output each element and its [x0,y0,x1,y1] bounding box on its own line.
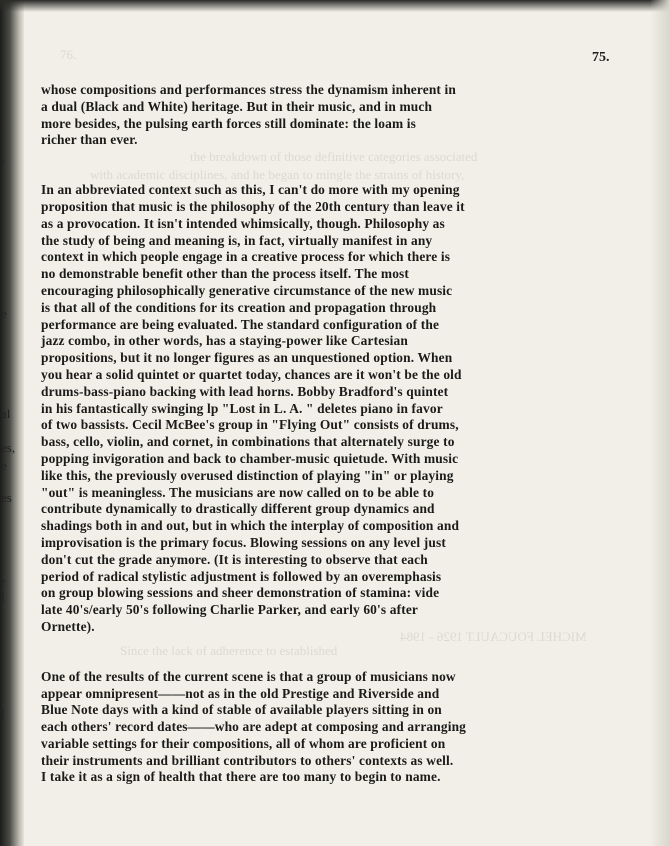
text-line: I take it as a sign of health that there are too many to begin to name. [41,769,441,785]
text-line: shadings both in and out, but in which the interplay of composition and [41,518,460,534]
text-line: each others' record dates——who are adept at composing and arranging [41,719,467,735]
text-line: more besides, the pulsing earth forces still dominate: the loam is [41,115,417,131]
margin-fragment: r [1,574,6,589]
text-line: contribute dynamically to drastically different group dynamics and [41,501,435,517]
text-line: richer than ever. [41,132,138,148]
text-line: popping invigoration and back to chamber-music quietude. With music [41,450,459,466]
paragraph [41,182,631,636]
text-line: proposition that music is the philosophy of the 20th century than leave it [41,198,465,214]
text-line: in his fantastically swinging lp "Lost in L. A. " deletes piano in favor [41,400,443,416]
text-line: period of radical stylistic adjustment is followed by an overemphasis [41,568,442,584]
text-line: propositions, but it no longer figures as an unquestioned option. When [41,350,453,366]
page-number: 75. [592,50,610,65]
bleed-page-number: 76. [60,47,77,62]
text-line: One of the results of the current scene is that a group of musicians now [41,668,456,684]
text-line: of two bassists. Cecil McBee's group in "Flying Out" consists of drums, [41,417,459,433]
text-line: Ornette). [41,618,95,634]
bleed-line: the breakdown of those definitive categories associated [190,149,478,164]
margin-fragment: l [1,590,5,605]
margin-fragment: es, [1,440,16,455]
margin-fragment: / [1,156,5,171]
text-line: context in which people engage in a creative process for which there is [41,249,451,265]
right-edge-shade [650,0,670,846]
text-line: no demonstrable benefit other than the process itself. The most [41,266,410,282]
bleed-heading: MICHEL FOUCAULT 1926 - 1984 [400,629,587,644]
text-line: late 40's/early 50's following Charlie Parker, and early 60's after [41,602,419,618]
text-line: appear omnipresent——not as in the old Prestige and Riverside and [41,685,440,701]
margin-fragment: l [1,706,5,721]
text-line: performance are being evaluated. The standard configuration of the [41,316,440,332]
text-line: is that all of the conditions for its creation and propagation through [41,299,437,315]
text-line: on group blowing sessions and sheer demonstration of stamina: vide [41,585,440,601]
top-edge-shadow [0,0,670,12]
text-line: a dual (Black and White) heritage. But in their music, and in much [41,98,433,114]
margin-fragment: es [1,490,12,505]
margin-fragment: al [1,406,11,421]
text-line: you hear a solid quintet or quartet today, chances are it won't be the old [41,366,462,382]
text-line: as a provocation. It isn't intended whimsically, though. Philosophy as [41,215,445,231]
text-line: encouraging philosophically generative circumstance of the new music [41,282,453,298]
text-line: jazz combo, in other words, has a staying-power like Cartesian [41,333,408,349]
bleed-line: Since the lack of adherence to established [120,643,338,658]
body-text [41,82,631,819]
text-line: "out" is meaningless. The musicians are now called on to be able to [41,484,435,500]
paragraph [41,82,631,149]
text-line: their instruments and brilliant contributors to others' contexts as well. [41,752,454,768]
text-line: whose compositions and performances stress the dynamism inherent in [41,82,457,97]
text-line: In an abbreviated context such as this, I can't do more with my opening [41,182,460,198]
text-line: like this, the previously overused distinction of playing "in" or playing [41,467,454,483]
text-line: variable settings for their compositions, all of whom are proficient on [41,735,446,751]
text-line: the study of being and meaning is, in fact, virtually manifest in any [41,232,433,248]
margin-fragment: e [1,458,7,473]
bleed-line: with academic disciplines, and he began to mingle the strains of history, [90,167,465,182]
text-line: bass, cello, violin, and cornet, in combinations that alternately surge to [41,434,455,450]
margin-fragment: e [1,306,7,321]
text-line: don't cut the grade anymore. (It is interesting to observe that each [41,551,428,567]
paragraph [41,669,631,787]
text-line: drums-bass-piano backing with lead horns. Bobby Bradford's quintet [41,383,449,399]
text-line: Blue Note days with a kind of stable of available players sitting in on [41,702,442,718]
text-line: improvisation is the primary focus. Blowing sessions on any level just [41,534,446,550]
